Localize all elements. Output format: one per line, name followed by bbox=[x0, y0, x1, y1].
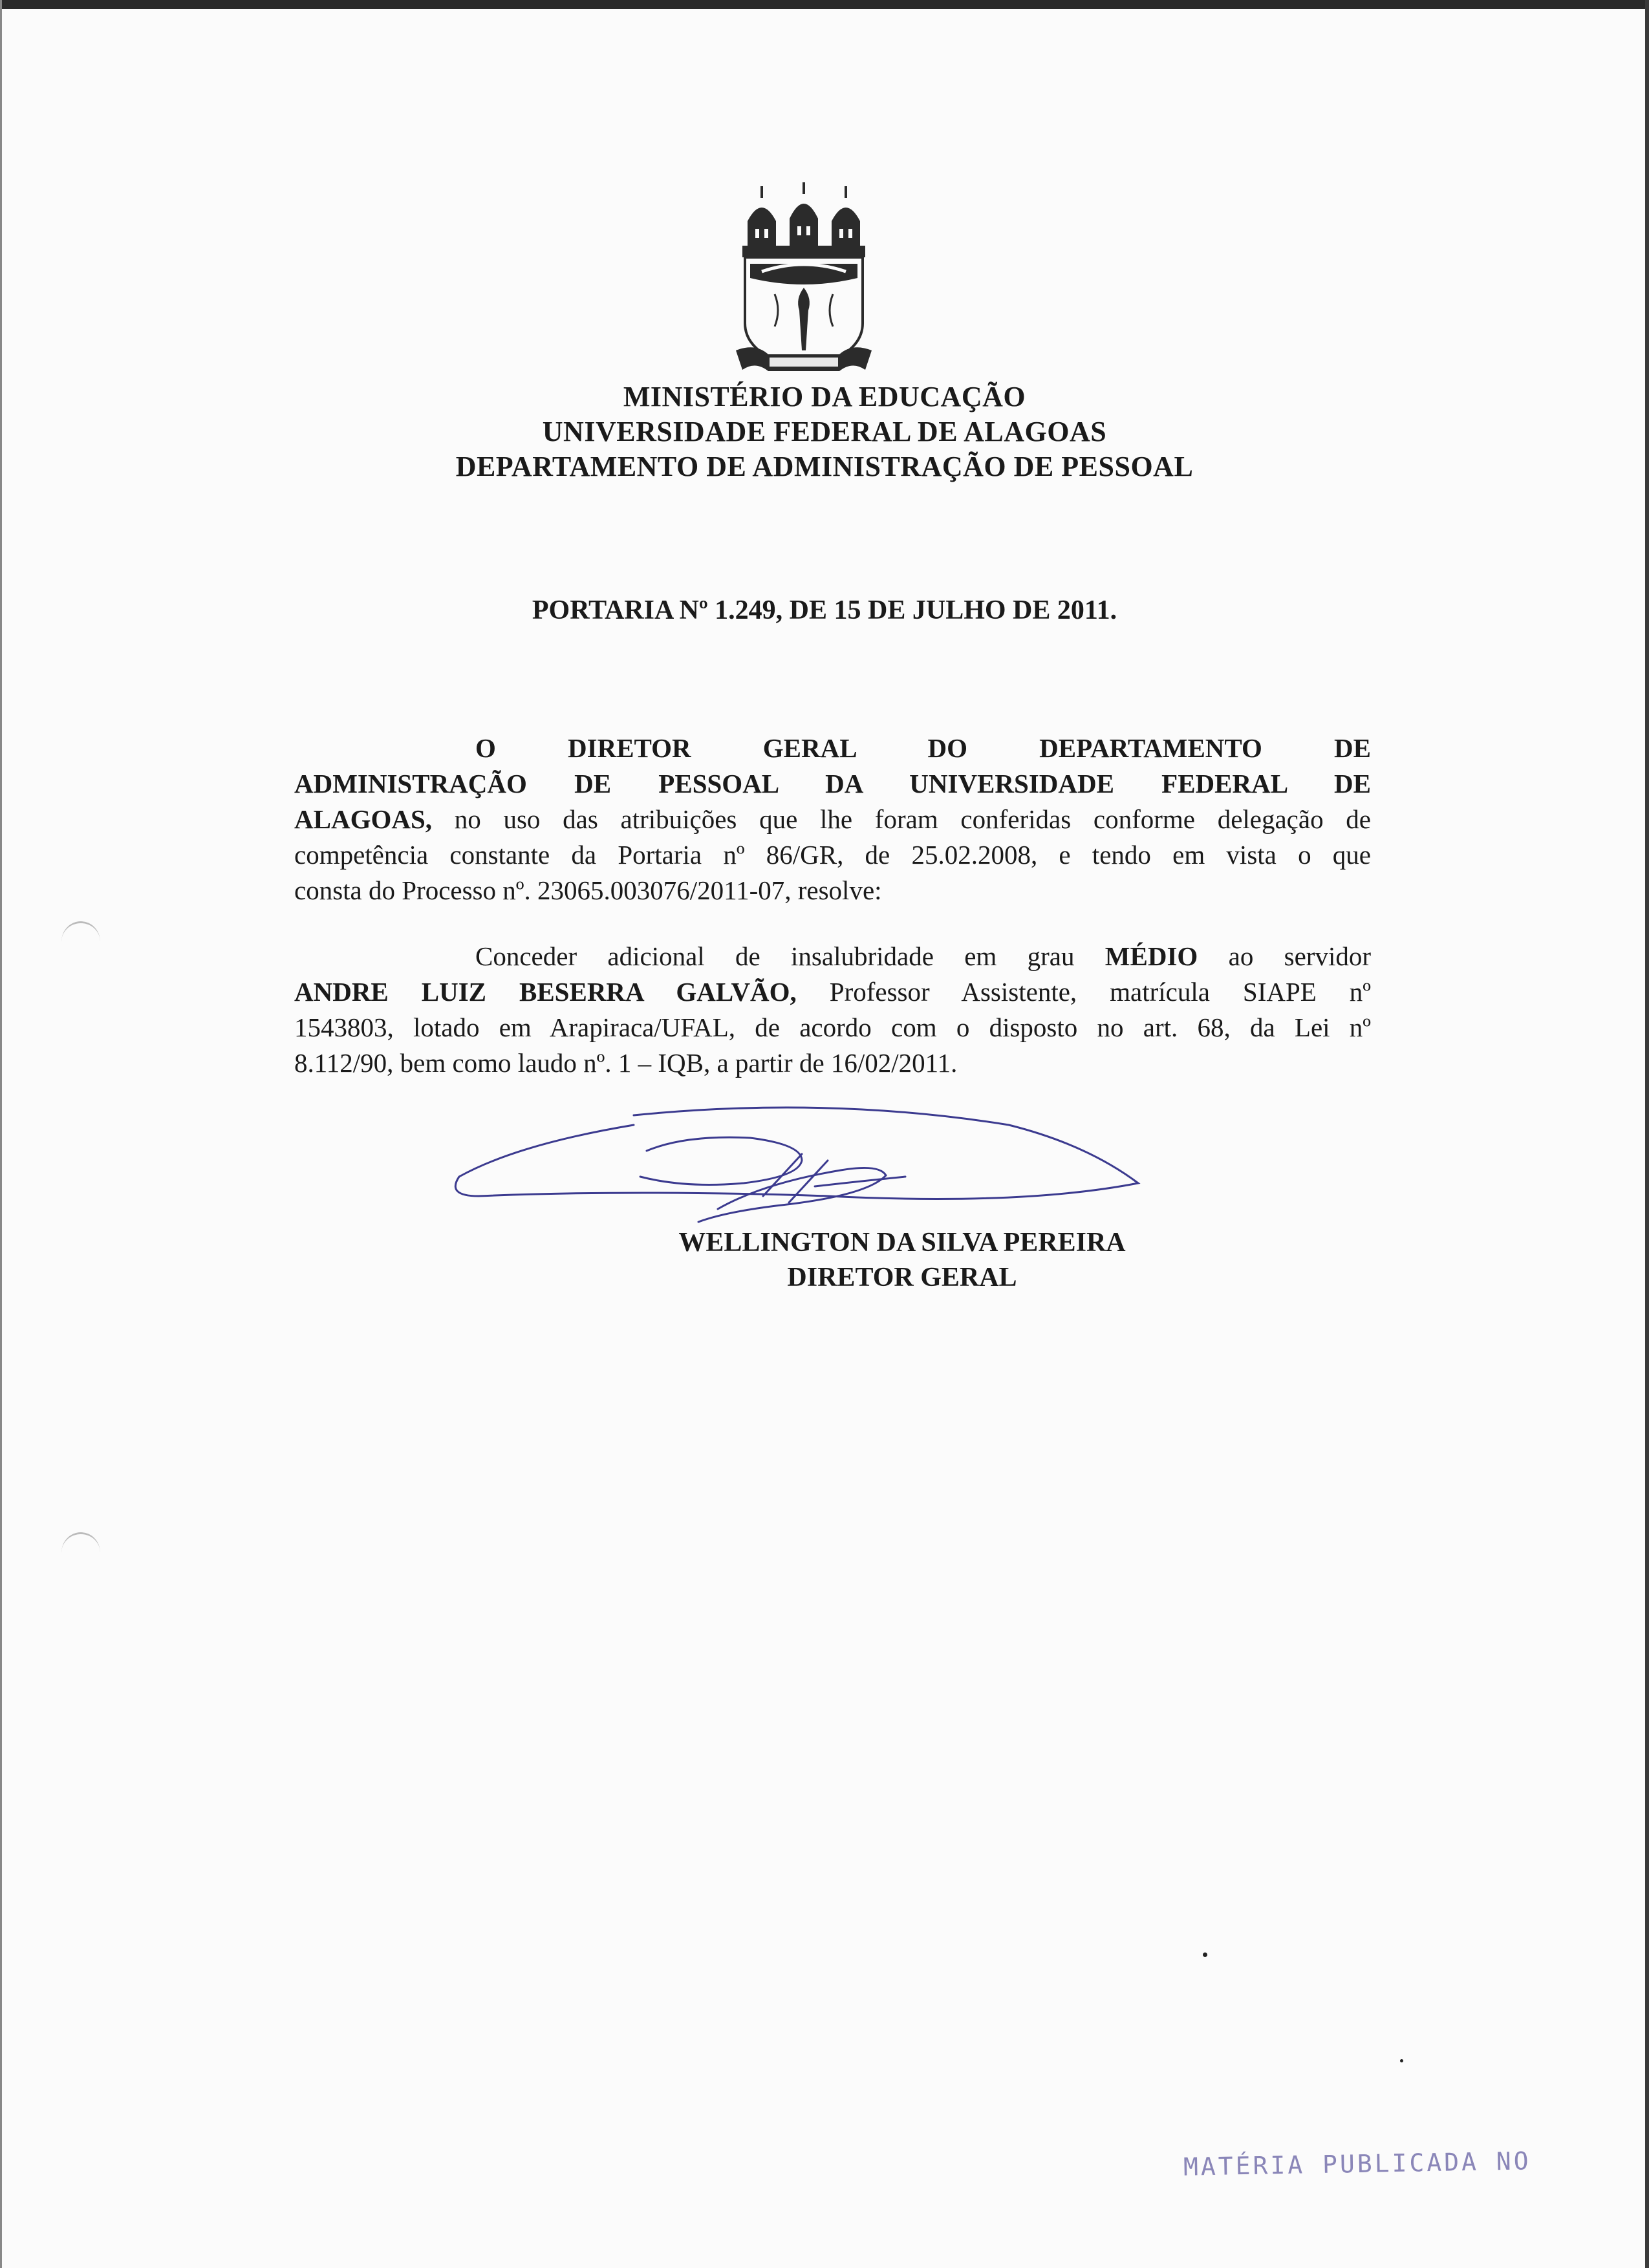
preamble-line: competência constante da Portaria nº 86/GR, de 25.02.2008, e tendo em vista o que bbox=[294, 840, 1371, 870]
employee-name: ANDRE LUIZ BESERRA GALVÃO, bbox=[294, 977, 797, 1007]
preamble-line: O DIRETOR GERAL DO DEPARTAMENTO DE bbox=[475, 733, 1371, 763]
insalubrity-grade: MÉDIO bbox=[1105, 941, 1198, 971]
signer-role: DIRETOR GERAL bbox=[787, 1263, 1017, 1292]
preamble-paragraph bbox=[294, 731, 1371, 908]
resolution-line-text: ao servidor bbox=[1198, 941, 1371, 971]
scan-edge-top bbox=[0, 0, 1649, 9]
scan-edge-left bbox=[0, 0, 2, 2268]
department-heading: DEPARTAMENTO DE ADMINISTRAÇÃO DE PESSOAL bbox=[455, 451, 1194, 482]
punch-hole-mark bbox=[61, 921, 100, 962]
university-crest-logo bbox=[736, 181, 872, 381]
university-heading: UNIVERSIDADE FEDERAL DE ALAGOAS bbox=[542, 416, 1107, 447]
preamble-line bbox=[294, 802, 1371, 837]
resolution-line: 8.112/90, bem como laudo nº. 1 – IQB, a partir de 16/02/2011. bbox=[294, 1048, 958, 1078]
publication-stamp: MATÉRIA PUBLICADA NO bbox=[1183, 2146, 1531, 2181]
resolution-line-rest: Professor Assistente, matrícula SIAPE nº bbox=[796, 977, 1372, 1007]
resolution-line bbox=[294, 974, 1371, 1010]
scan-speck bbox=[1400, 2059, 1403, 2062]
resolution-line: 1543803, lotado em Arapiraca/UFAL, de acordo com o disposto no art. 68, da Lei nº bbox=[294, 1012, 1371, 1042]
scan-speck bbox=[1203, 1952, 1207, 1957]
preamble-line-rest: no uso das atribuições que lhe foram conferidas conforme delegação de bbox=[432, 804, 1371, 834]
resolution-line bbox=[294, 939, 1371, 974]
ordinance-title: PORTARIA Nº 1.249, DE 15 DE JULHO DE 2011. bbox=[532, 595, 1117, 625]
handwritten-signature bbox=[440, 1099, 1158, 1228]
punch-hole-mark bbox=[61, 1532, 100, 1573]
preamble-line: ADMINISTRAÇÃO DE PESSOAL DA UNIVERSIDADE FEDERAL DE bbox=[294, 769, 1371, 798]
resolution-paragraph bbox=[294, 939, 1371, 1081]
scan-edge-right bbox=[1645, 0, 1649, 2268]
ministry-heading: MINISTÉRIO DA EDUCAÇÃO bbox=[623, 381, 1026, 412]
preamble-line-bold: ALAGOAS, bbox=[294, 804, 433, 834]
resolution-line-text: Conceder adicional de insalubridade em grau bbox=[475, 941, 1105, 971]
signer-name: WELLINGTON DA SILVA PEREIRA bbox=[678, 1228, 1126, 1257]
preamble-line: consta do Processo nº. 23065.003076/2011-07, resolve: bbox=[294, 875, 882, 905]
